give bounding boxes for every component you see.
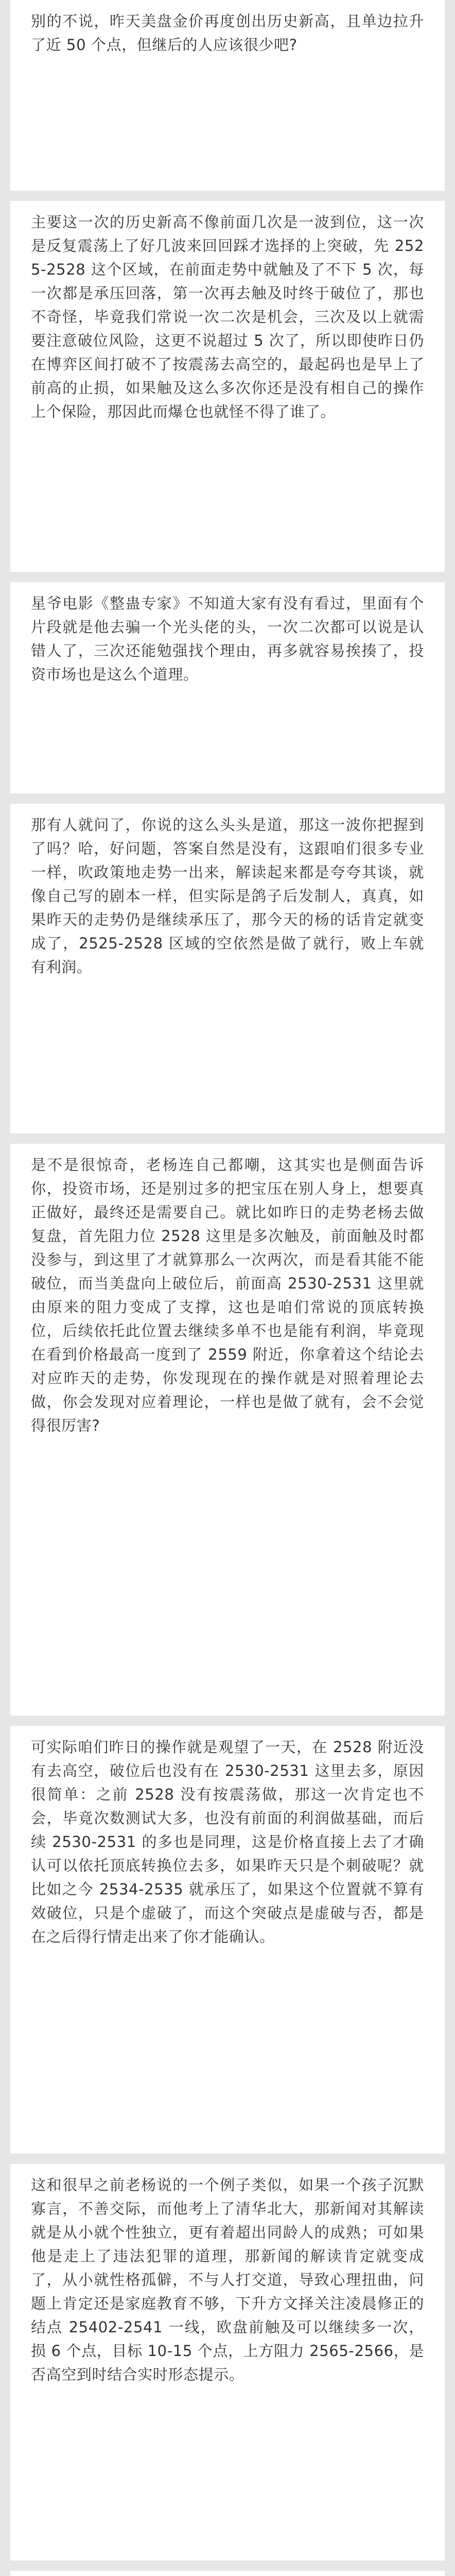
paragraph-movie: 星爷电影《整蛊专家》不知道大家有没有看过，里面有个片段就是他去骗一个光头佬的头，一次二次都可以说是认错人了，三次还能勉强找个理由，再多就容易挨揍了，投资市场也是这么个道理。	[31, 595, 424, 683]
paragraph-example: 这和很早之前老杨说的一个例子类似，如果一个孩子沉默寡言，不善交际，而他考上了清华北大，那新闻对其解读就是从小就个性独立，更有着超出同龄人的成熟；可如果他是走上了违法犯罪的道理，那新闻的解读肯定就变成了，从小就性格孤僻，不与人打交道，导致心理扭曲，问题上肯定还是家庭教育不够，下升方文择关注凌晨修正的结点 25402-2541 一线，欧盘前触及可以继续多一次，损 6 个点，目标 10-15 个点，上方阻力 2565-2566，是否高空到时结合实时形态提示。	[31, 2176, 424, 2383]
section-card-observe	[10, 1726, 445, 2154]
paragraph-review-logic: 是不是很惊奇，老杨连自己都嘲，这其实也是侧面告诉你，投资市场，还是别过多的把宝压在别人身上，想要真正做好，最终还是需要自己。就比如昨日的走势老杨去做复盘，首先阻力位 2528 这里是多次触及，前面触及时都没参与，到这里了才就算那么一次两次，而是看其能不能破位，而当美盘向上破位后，前面高 2530-2531 这里就由原来的阻力变成了支撑，这也是咱们常说的顶底转换位，后续依托此位置去继续多单不也是能有利润，毕竟现在看到价格最高一度到了 2559 附近，你拿着这个结论去对应昨天的走势，你发现现在的操作就是对照着理论去做，你会发现对应着理论，一样也是做了就有，会不会觉得很厉害?	[31, 1156, 424, 1434]
section-card-today	[10, 2571, 445, 2576]
section-card-review-logic	[10, 1144, 445, 1716]
paragraph-breakout: 主要这一次的历史新高不像前面几次是一波到位，这一次是反复震荡上了好几波来回回踩才选择的上突破，先 2525-2528 这个区域，在前面走势中就触及了不下 5 次，每一次都是承压回落，第一次再去触及时终于破位了，那也不奇怪，毕竟我们常说一次二次是机会，三次及以上就需要注意破位风险，这更不说超过 5 次了，所以即使昨日仍在博弈区间打破不了按震荡去高空的，最起码也是早上了前高的止损，如果触及这么多次你还是没有相自己的操作上个保险，那因此而爆仓也就怪不得了谁了。	[31, 213, 424, 420]
paragraph-question: 那有人就问了，你说的这么头头是道，那这一波你把握到了吗？哈，好问题，答案自然是没有，这跟咱们很多专业一样，吹政策地走势一出来，解读起来都是夸夸其谈，就像自己写的剧本一样，但实际是鸽子后发制人，真真，如果昨天的走势仍是继续承压了，那今天的杨的话肯定就变成了，2525-2528 区域的空依然是做了就行，败上车就有利润。	[31, 816, 424, 976]
paragraph-observe: 可实际咱们昨日的操作就是观望了一天，在 2528 附近没有去高空，破位后也没有在 2530-2531 这里去多，原因很简单：之前 2528 没有按震荡做，那这一次肯定也不会，毕竟次数测试大多，也没有前面的利润做基础，而后续 2530-2531 的多也是同理，这是价格直接上去了才确认可以依托顶底转换位去多，如果昨天只是个刺破呢？就比如之今 2534-2535 就承压了，如果这个位置就不算有效破位，只是个虚破了，而这个突破点是虚破与否，都是在之后得行情走出来了你才能确认。	[31, 1738, 424, 1945]
section-card-breakout	[10, 201, 445, 572]
section-card-question	[10, 804, 445, 1133]
section-card-example	[10, 2164, 445, 2561]
paragraph-intro: 别的不说，昨天美盘金价再度创出历史新高，且单边拉升了近 50 个点，但继后的人应该很少吧?	[31, 12, 424, 54]
section-card-movie	[10, 582, 445, 793]
intro-card	[10, 0, 445, 191]
